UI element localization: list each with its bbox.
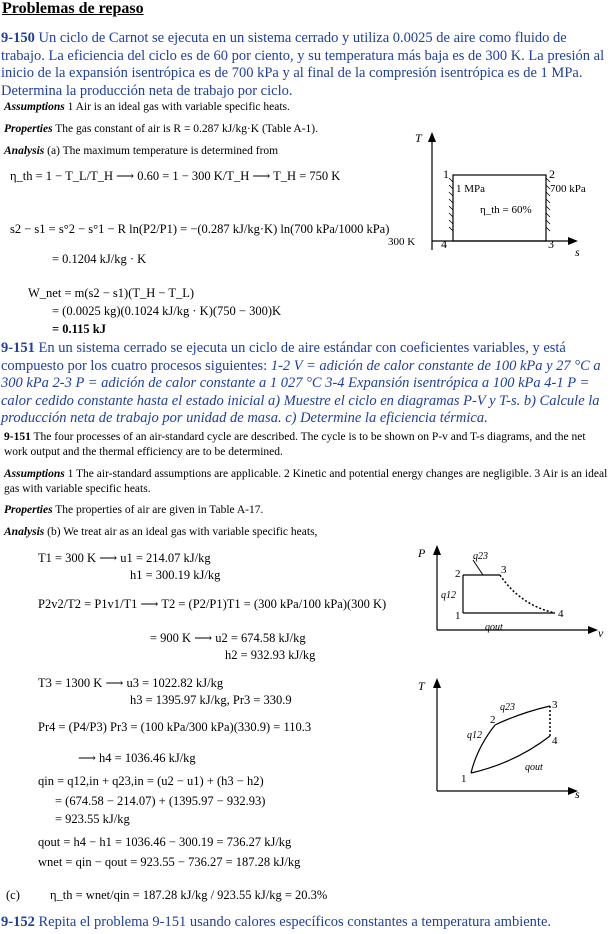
calc-line-2: h1 = 300.19 kJ/kg xyxy=(130,568,221,582)
properties-151: Properties The properties of air are given in Table A-17. xyxy=(4,504,264,516)
efficiency-label: η_th = 60% xyxy=(480,204,532,216)
eq-work-2: = (0.0025 kg)(0.1024 kJ/kg · K)(750 − 300)K xyxy=(52,304,282,318)
carnot-ts-diagram xyxy=(385,130,605,260)
ts-diagram xyxy=(415,678,605,803)
eq-work-3: = 0.115 kJ xyxy=(52,322,107,336)
section-heading: Problemas de repaso xyxy=(2,0,144,17)
qout-label: qout xyxy=(525,762,543,773)
state-3-label: 3 xyxy=(548,237,554,251)
calc-line-8: Pr4 = (P4/P3) Pr3 = (100 kPa/300 kPa)(330.9) = 110.3 xyxy=(38,720,312,734)
axis-s-label: s xyxy=(575,787,580,801)
assumptions-150: Assumptions 1 Air is an ideal gas with variable specific heats. xyxy=(4,101,290,113)
calc-line-6: T3 = 1300 K ⟶ u3 = 1022.82 kJ/kg xyxy=(38,676,224,690)
temperature-300k-label: 300 K xyxy=(388,236,416,248)
eq-entropy-result: = 0.1204 kJ/kg · K xyxy=(52,252,147,266)
calc-line-13: qout = h4 − h1 = 1036.46 − 300.19 = 736.27 kJ/kg xyxy=(38,835,292,849)
state-1-label: 1 xyxy=(455,610,461,622)
calc-line-14: wnet = qin − qout = 923.55 − 736.27 = 187.28 kJ/kg xyxy=(38,855,301,869)
axis-t-label: T xyxy=(418,679,425,693)
problem-number: 9-150 xyxy=(1,30,35,46)
eq-efficiency: η_th = 1 − T_L/T_H ⟶ 0.60 = 1 − 300 K/T_H ⟶ T_H = 750 K xyxy=(10,169,341,183)
state-1-label: 1 xyxy=(461,773,467,785)
qout-label: qout xyxy=(485,622,503,633)
state-1-label: 1 xyxy=(443,167,449,181)
calc-line-5: h2 = 932.93 kJ/kg xyxy=(225,648,316,662)
calc-line-9: ⟶ h4 = 1036.46 kJ/kg xyxy=(78,751,196,765)
analysis-150: Analysis (a) The maximum temperature is determined from xyxy=(4,145,279,157)
q12-label: q12 xyxy=(467,730,482,741)
state-3-label: 3 xyxy=(552,699,558,711)
part-c-label: (c) xyxy=(6,888,20,902)
state-3-label: 3 xyxy=(501,564,507,576)
problem-9-151-statement: 9-151 En un sistema cerrado se ejecuta un ciclo de aire estándar con coeficientes variables, y está compuesto por los cuatro procesos siguientes: 1-2 V = adición de calor constante de 100 kPa y 27 °C a 300 kPa 2-3 P = adición de calor constante a 1 027 °C 3-4 Expansión isentrópica a 100 kPa 4-1 P = calor cedido constante hasta el estado inicial a) Muestre el ciclo en diagramas P-V y T-s. b) Calcule la producción neta de trabajo por unidad de masa. c) Determine la eficiencia térmica. xyxy=(1,340,601,426)
eq-entropy: s2 − s1 = s°2 − s°1 − R ln(P2/P1) = −(0.287 kJ/kg·K) ln(700 kPa/1000 kPa) xyxy=(10,222,390,236)
pressure-1mpa-label: 1 MPa xyxy=(456,183,486,195)
axis-t-label: T xyxy=(415,131,422,145)
state-4-label: 4 xyxy=(558,608,564,620)
eq-work-1: W_net = m(s2 − s1)(T_H − T_L) xyxy=(28,286,195,300)
calc-line-11: = (674.58 − 214.07) + (1395.97 − 932.93) xyxy=(55,794,266,808)
calc-line-3: P2v2/T2 = P1v1/T1 ⟶ T2 = (P2/P1)T1 = (300 kPa/100 kPa)(300 K) xyxy=(38,597,387,611)
problem-9-150-statement xyxy=(1,30,609,100)
calc-line-12: = 923.55 kJ/kg xyxy=(55,812,130,826)
q23-label: q23 xyxy=(473,551,488,562)
properties-150: Properties The gas constant of air is R = 0.287 kJ/kg·K (Table A-1). xyxy=(4,123,319,135)
description-151: 9-151 The four processes of an air-standard cycle are described. The cycle is to be shown on P-v and T-s diagrams, and the net work output and the thermal efficiency are to be determined. xyxy=(4,431,586,458)
calc-line-10: qin = q12,in + q23,in = (u2 − u1) + (h3 − h2) xyxy=(38,774,264,788)
state-2-label: 2 xyxy=(490,714,496,726)
analysis-151: Analysis (b) We treat air as an ideal gas with variable specific heats, xyxy=(4,526,318,538)
problem-number: 9-152 xyxy=(1,914,35,930)
axis-p-label: P xyxy=(418,546,426,560)
problem-number: 9-151 xyxy=(1,340,35,356)
assumptions-151: Assumptions 1 The air-standard assumptions are applicable. 2 Kinetic and potential energy changes are negligible. 3 Air is an ideal gas with variable specific heats. xyxy=(4,468,608,495)
calc-line-1: T1 = 300 K ⟶ u1 = 214.07 kJ/kg xyxy=(38,551,211,565)
calc-line-4: = 900 K ⟶ u2 = 674.58 kJ/kg xyxy=(150,631,306,645)
axis-v-label: v xyxy=(598,626,604,640)
state-2-label: 2 xyxy=(549,167,555,181)
problem-9-152-statement: 9-152 Repita el problema 9-151 usando calores específicos constantes a temperatura ambiente. xyxy=(1,914,552,930)
state-4-label: 4 xyxy=(552,735,558,747)
state-4-label: 4 xyxy=(441,237,447,251)
calc-line-15: η_th = wnet/qin = 187.28 kJ/kg / 923.55 kJ/kg = 20.3% xyxy=(50,888,328,902)
pressure-700kpa-label: 700 kPa xyxy=(550,183,586,195)
calc-line-7: h3 = 1395.97 kJ/kg, Pr3 = 330.9 xyxy=(130,693,292,707)
q12-label: q12 xyxy=(441,590,456,601)
q23-label: q23 xyxy=(500,702,515,713)
pv-diagram xyxy=(415,545,610,640)
problem-text: Un ciclo de Carnot se ejecuta en un sistema cerrado y utiliza 0.0025 de aire como fluido de trabajo. La eficiencia del ciclo es de 60 por ciento, y su temperatura más baja es de 300 K. La presión al inicio de la expansión isentrópica es de 700 kPa y al final de la compresión isentrópica es de 1 MPa. Determina la producción neta de trabajo por ciclo. xyxy=(1,30,605,99)
axis-s-label: s xyxy=(575,245,580,259)
state-2-label: 2 xyxy=(455,568,461,580)
